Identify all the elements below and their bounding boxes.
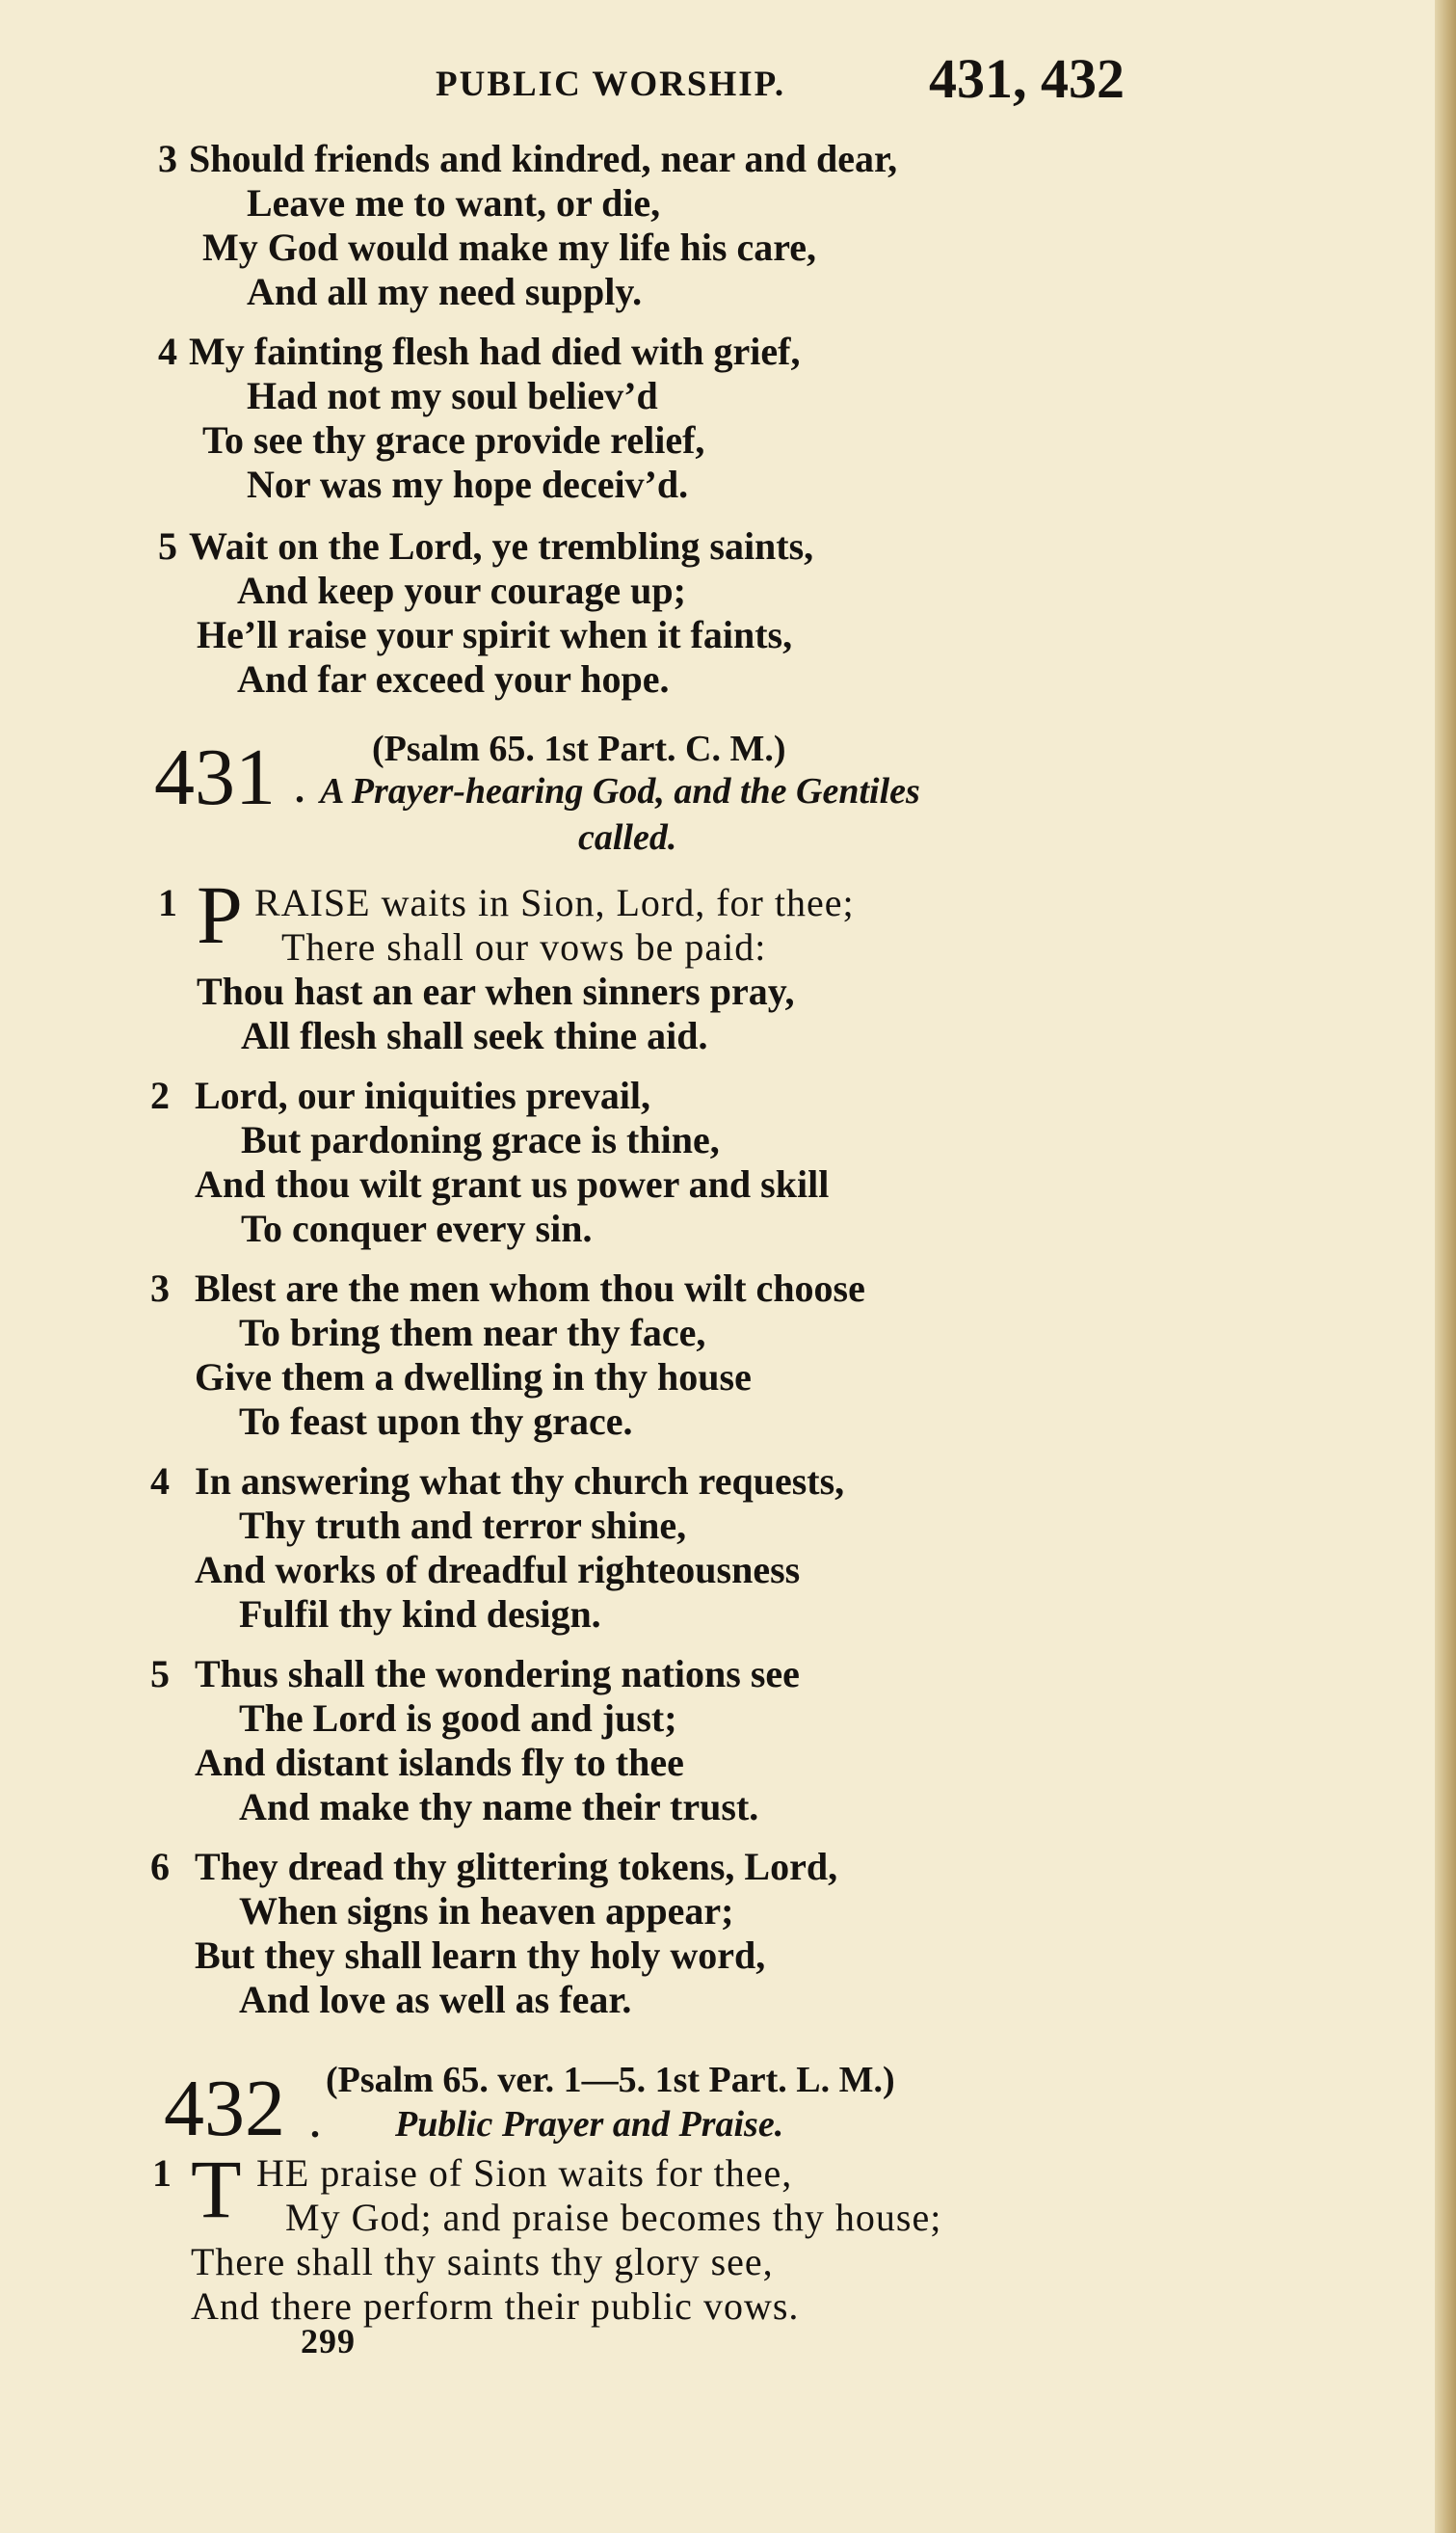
verse-line: Leave me to want, or die, [247,181,661,225]
verse-line: In answering what thy church requests, [195,1459,845,1503]
verse-line: There shall thy saints thy glory see, [191,2240,774,2283]
hymn-432-heading [164,2059,1224,2165]
drop-cap: T [191,2143,242,2235]
stanza-prev-5 [158,524,813,702]
verse-line: And there perform their public vows. [191,2284,800,2328]
hymn-number: 432 [164,2064,285,2153]
hymn-431-stanza-1 [158,868,855,1058]
verse-line: And distant islands fly to thee [195,1741,684,1784]
stanza-number: 3 [150,1266,170,1310]
hymn-meta: (Psalm 65. ver. 1—5. 1st Part. L. M.) [326,2060,895,2100]
verse-line: And thou wilt grant us power and skill [195,1162,830,1206]
verse-line: And far exceed your hope. [237,657,670,701]
hymn-432-stanza-1 [152,2143,942,2329]
verse-line: And love as well as fear. [239,1978,632,2021]
verse-line: And make thy name their trust. [239,1785,759,1828]
verse-line: Fulfil thy kind design. [239,1592,601,1636]
stanza-number: 5 [158,524,177,568]
verse-line: To bring them near thy face, [239,1311,706,1354]
stanza-number: 5 [150,1652,170,1695]
hymn-number-dot: . [310,2102,320,2146]
stanza-number: 6 [150,1845,170,1888]
hymn-431-stanza-2 [150,1074,829,1251]
hymn-431-stanza-3 [150,1266,865,1444]
verse-line: Blest are the men whom thou wilt choose [195,1266,865,1310]
stanza-number: 3 [158,137,177,180]
hymn-431-heading [154,728,1214,872]
hymn-number: 431 [154,733,276,822]
verse-line: To feast upon thy grace. [239,1400,633,1443]
stanza-prev-3 [158,137,897,314]
verse-line: My God would make my life his care, [202,226,817,269]
hymn-title-continued: called. [578,817,677,858]
verse-line: To see thy grace provide relief, [202,418,705,462]
verse-line: Thus shall the wondering nations see [195,1652,800,1695]
verse-line: All flesh shall seek thine aid. [241,1014,708,1057]
verse-line: The Lord is good and just; [239,1696,677,1740]
verse-line: Should friends and kindred, near and dear, [189,137,898,180]
stanza-number: 4 [150,1459,170,1503]
hymn-meta: (Psalm 65. 1st Part. C. M.) [372,729,786,769]
stanza-number: 1 [152,2151,172,2195]
verse-line: Had not my soul believ’d [247,374,658,417]
verse-line: They dread thy glittering tokens, Lord, [195,1845,838,1888]
verse-line: Wait on the Lord, ye trembling saints, [189,524,814,568]
verse-line: My God; and praise becomes thy house; [285,2196,942,2239]
verse-line: But pardoning grace is thine, [241,1118,720,1161]
stanza-prev-4 [158,330,800,507]
verse-line: And all my need supply. [247,270,643,313]
verse-line: There shall our vows be paid: [281,925,767,969]
hymn-431-stanza-5 [150,1652,800,1829]
verse-line: Lord, our iniquities prevail, [195,1074,651,1117]
verse-line: Nor was my hope deceiv’d. [247,463,689,506]
hymn-title: Public Prayer and Praise. [395,2104,784,2145]
verse-line: But they shall learn thy holy word, [195,1933,766,1977]
verse-line: HE praise of Sion waits for thee, [256,2151,793,2195]
verse-line: And keep your courage up; [237,569,686,612]
stanza-number: 1 [158,881,177,924]
folio-signature: 299 [301,2322,356,2360]
stanza-number: 2 [150,1074,170,1117]
hymn-number-dot: . [295,767,304,811]
verse-line: And works of dreadful righteousness [195,1548,801,1591]
verse-line: To conquer every sin. [241,1207,593,1250]
stanza-number: 4 [158,330,177,373]
drop-cap: P [197,868,243,961]
running-title: PUBLIC WORSHIP. [436,65,786,104]
verse-line: He’ll raise your spirit when it faints, [197,613,793,656]
verse-line: RAISE waits in Sion, Lord, for thee; [254,881,855,924]
page-header [436,46,1168,114]
page-numbers: 431, 432 [929,47,1125,110]
verse-line: My fainting flesh had died with grief, [189,330,801,373]
verse-line: Thou hast an ear when sinners pray, [197,970,795,1013]
verse-line: Thy truth and terror shine, [239,1504,687,1547]
page-edge [1435,0,1456,2533]
hymn-title: A Prayer-hearing God, and the Gentiles [320,771,920,812]
hymn-431-stanza-6 [150,1845,837,2022]
verse-line: When signs in heaven appear; [239,1889,734,1933]
verse-line: Give them a dwelling in thy house [195,1355,752,1399]
hymn-431-stanza-4 [150,1459,844,1637]
